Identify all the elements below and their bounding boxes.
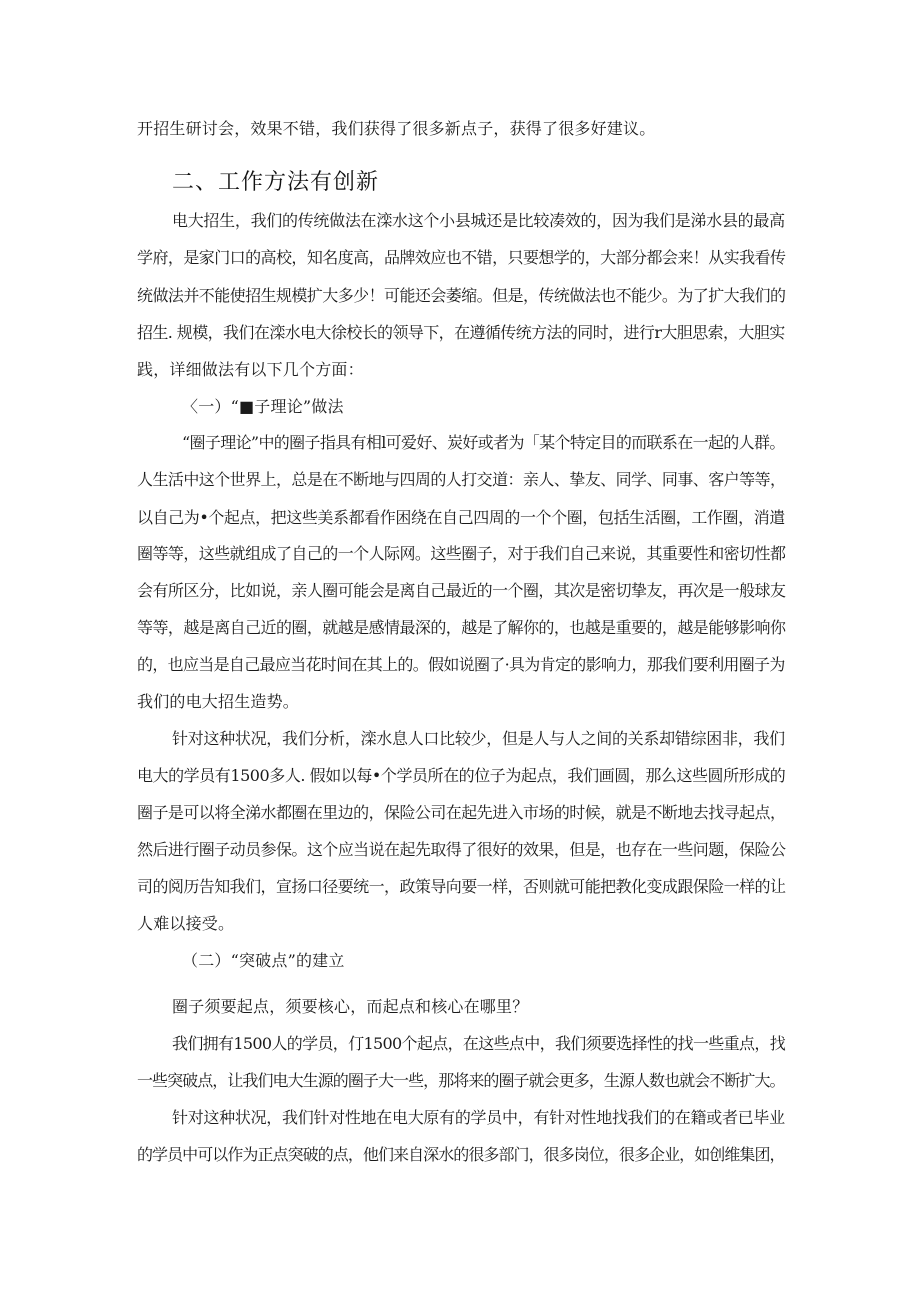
paragraph-line: 会有所区分，比如说，亲人圈可能会是离自己最近的一个圈，其次是密切挚友，再次是一般球友 xyxy=(137,581,786,600)
paragraph-line: 圈子是可以将全涕水都圈在里边的，保险公司在起先进入市场的时候，就是不断地去找寻起点， xyxy=(137,803,786,822)
paragraph-line: 开招生研讨会，效果不错，我们获得了很多新点子，获得了很多好建议。 xyxy=(137,119,656,138)
paragraph-line: 电大的学员有1500多人. 假如以每•个学员所在的位子为起点，我们画圆，那么这些圆所形成的 xyxy=(137,766,786,785)
subheading: （二）“突破点”的建立 xyxy=(182,951,345,970)
paragraph-line: 我们的电大招生造势。 xyxy=(137,692,300,711)
paragraph-line: 学府，是家门口的高校，知名度高，品牌效应也不错，只要想学的，大部分都会来！从实我看传 xyxy=(137,248,786,267)
paragraph-line: 针对这种状况，我们针对性地在电大原有的学员中，有针对性地找我们的在籍或者已毕业 xyxy=(172,1108,785,1127)
paragraph-line: 电大招生，我们的传统做法在滦水这个小县城还是比较凑效的，因为我们是涕水县的最高 xyxy=(172,211,785,230)
paragraph-line: 一些突破点，让我们电大生源的圈子大一些，那将来的圈子就会更多，生源人数也就会不断扩大。 xyxy=(137,1071,785,1090)
paragraph-line: 圈等等，这些就组成了自己的一个人际网。这些圈子，对于我们自己来说，其重要性和密切性都 xyxy=(137,544,786,563)
paragraph-line: 人生活中这个世界上，总是在不断地与四周的人打交道：亲人、挚友、同学、同事、客户等等， xyxy=(137,470,786,489)
paragraph-line: 统做法并不能使招生规模扩大多少！可能还会萎缩。但是，传统做法也不能少。为了扩大我们的 xyxy=(137,286,786,305)
subheading: 〈一）“■子理论”做法 xyxy=(182,397,344,416)
paragraph-line: 人难以接受。 xyxy=(137,914,235,933)
paragraph-line: 圈子须要起点，须要核心，而起点和核心在哪里？ xyxy=(172,997,529,1016)
paragraph-line: 以自己为•个起点，把这些美系都看作困绕在自己四周的一个个圈，包括生活圈，工作圈，消遣 xyxy=(137,508,785,527)
paragraph-line: 践，详细做法有以下几个方面： xyxy=(137,360,364,379)
paragraph-line: 的，也应当是自己最应当花时间在其上的。假如说圈了·具为肯定的影响力，那我们要利用圈子为 xyxy=(137,655,785,674)
paragraph-line: 的学员中可以作为正点突破的点，他们来自深水的很多部门，很多岗位，很多企业，如创维集团， xyxy=(137,1145,785,1164)
section-heading: 二、工作方法有创新 xyxy=(172,170,380,195)
paragraph-line: 等等，越是离自己近的圈，就越是感情最深的，越是了解你的，也越是重要的，越是能够影响你 xyxy=(137,618,786,637)
paragraph-line: 招生. 规模，我们在滦水电大徐校长的领导下，在遵循传统方法的同时，进行r大胆思索，大胆实 xyxy=(137,323,785,342)
paragraph-line: 我们拥有1500人的学员，仃1500个起点，在这些点中，我们须要选择性的找一些重点，找 xyxy=(172,1034,786,1053)
paragraph-line: “圈子理论”中的圈子指具有相l可爱好、炭好或者为「某个特定目的而联系在一起的人群。 xyxy=(182,433,785,452)
paragraph-line: 司的阅历告知我们，宣扬口径要统一，政策导向要一样，否则就可能把教化变成跟保险一样的让 xyxy=(137,877,786,896)
paragraph-line: 然后进行圈子动员参保。这个应当说在起先取得了很好的效果，但是，也存在一些问题，保险公 xyxy=(137,840,786,859)
paragraph-line: 针对这种状况，我们分析，滦水息人口比较少，但是人与人之间的关系却错综困非，我们 xyxy=(172,729,785,748)
